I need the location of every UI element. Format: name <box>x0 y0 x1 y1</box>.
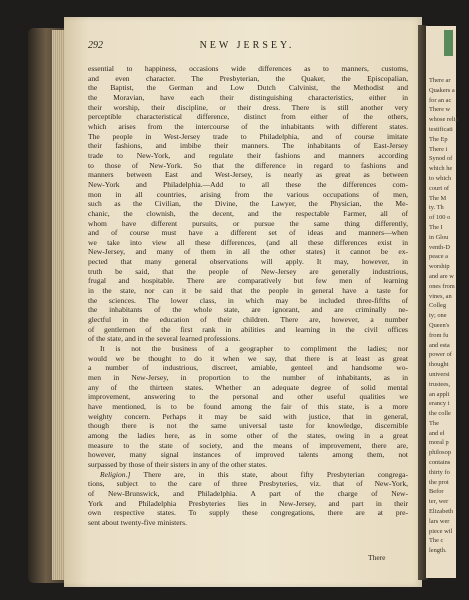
text-line: whom have different pursuits, or pursue the same thing differently, <box>88 218 408 228</box>
text-line: sent about twenty-five ministers. <box>88 517 187 527</box>
text-line: The people in West-Jersey trade to Philadelphia, and of course imitate <box>88 131 408 141</box>
text-line: to those of New-York. So that the difference in regard to fashions and <box>88 160 408 170</box>
facing-page-edge <box>426 26 459 578</box>
facing-page-fragment: the prot <box>429 478 449 486</box>
facing-page-fragment: ter, wer <box>429 498 449 506</box>
facing-page-fragment: and esta <box>429 341 450 349</box>
text-line: surpassed by those of their sisters in any of the other states. <box>88 459 267 469</box>
text-line <box>88 470 408 480</box>
facing-page-fragment: court of <box>429 184 450 192</box>
text-line: improvement, answering to the personal and other useful qualities we <box>88 392 408 402</box>
text-line: which arises from the intercourse of the inhabitants with different states. <box>88 121 408 131</box>
text-line: pected that many general observations will apply. It may, however, in <box>88 257 408 267</box>
text-line: we take into view all these differences, (and all these differences exist in <box>88 237 408 247</box>
text-line: York and Philadelphia Presbyteries lies in New-Jersey, and part in their <box>88 498 408 508</box>
facing-page-fragment: trustees, <box>429 380 451 388</box>
facing-page-fragment: worship <box>429 263 450 271</box>
text-line: New-Jersey, and many of them in all the other states) it cannot be ex- <box>88 247 408 257</box>
text-line: any of the thirteen states. Whether an adequate degree of solid mental <box>88 382 408 392</box>
page-number: 292 <box>88 40 103 51</box>
text-line: of gentlemen of the first rank in abilities and learning in the civil offices <box>88 324 408 334</box>
text-line: of the state, and in the several learned professions. <box>88 334 241 344</box>
running-head: NEW JERSEY. <box>199 40 295 51</box>
facing-page-fragment: There ar <box>429 77 451 84</box>
facing-page-fragment: The <box>429 419 439 427</box>
text-line: trade to New-York, and regulate their fashions and manners according <box>88 150 408 160</box>
facing-page-fragment: and el <box>429 429 445 437</box>
text-line: a number of industrious, discreet, amiable, genteel and handsome wo- <box>88 363 408 373</box>
text-line: New-York and Philadelphia.—Add to all these the differences com- <box>88 179 408 189</box>
text-line: the Moravian, have each their distinguishing characteristics, either in <box>88 92 408 102</box>
facing-page-fragment: moral p <box>429 439 449 447</box>
facing-page-fragment: from fu <box>429 331 449 339</box>
text-line: frugal and hospitable. There are comparatively but few men of learning <box>88 276 408 286</box>
facing-page-fragment: Quakers a <box>429 86 455 94</box>
facing-page-fragment: Colleg <box>429 302 447 310</box>
section-subheading: Religion.] <box>100 469 131 479</box>
text-line: their worship, their discipline, or their dress. There is still another very <box>88 102 408 112</box>
facing-page-fragment: which he <box>429 165 453 173</box>
text-line: truth be said, that the people of New-Jersey are generally industrious, <box>88 266 408 276</box>
page-header <box>88 40 406 54</box>
text-line: men in New-Jersey, in proportion to the number of inhabitants, as in <box>88 373 408 382</box>
facing-page-fragment: peace a <box>429 253 448 261</box>
text-line: and even character. The Presbyterian, the Quaker, the Episcopalian, <box>88 73 408 83</box>
facing-page-fragment: to which <box>429 174 452 182</box>
catchword: There <box>368 553 386 562</box>
facing-page-fragment: There w <box>429 106 451 114</box>
facing-page-fragment: power of <box>429 351 452 359</box>
facing-page-fragment: for an ac <box>429 96 452 104</box>
facing-page-fragment: The M <box>429 194 447 202</box>
facing-page-fragment: piece wil <box>429 527 453 535</box>
text-line: of New-Brunswick, and Philadelphia. A part of the charge of New- <box>88 488 408 498</box>
text-line: mon in all countries, arising from the various occupations of men, <box>88 189 408 199</box>
text-line: in the state, nor can it be said that the people in general have a taste for <box>88 286 408 296</box>
text-line: essential to happiness, occasions wide differences as to manners, customs, <box>88 64 408 73</box>
facing-page-fragment: an appli <box>429 390 450 398</box>
text-line: tions, subject to the care of three Presbyteries, viz. that of New-York, <box>88 479 408 489</box>
text-line: own respective states. To supply these congregations, there are at pre- <box>88 508 408 518</box>
facing-page-fragment: thirty fo <box>429 468 450 476</box>
text-line: the Baptist, the German and Low Dutch Calvinist, the Methodist and <box>88 83 408 93</box>
text-line: would we be thought to do it when we say, that there is at least as great <box>88 353 408 363</box>
text-line: perceptible characteristical difference, distinct from either of the others, <box>88 112 408 122</box>
facing-page-fragment: in Glou <box>429 233 449 241</box>
facing-page-fragment: the colle <box>429 410 451 418</box>
facing-page-fragment: The Ep <box>429 135 448 143</box>
facing-page-fragment: ty. Th <box>429 204 444 212</box>
text-line: manners between East and West-Jersey, is nearly as great as between <box>88 170 408 180</box>
facing-page-fragment: lars wer <box>429 517 450 525</box>
text-line-content: There are, in this state, about fifty Presbyterian congrega- <box>143 469 408 479</box>
text-line: however, many signal instances of improved talents among them, not <box>88 450 408 460</box>
facing-page-fragment: testificati <box>429 125 453 133</box>
text-line: such as the Civilian, the Divine, the Lawyer, the Physician, the Me- <box>88 199 408 209</box>
text-line: and of course must have a different set of ideas and manners—when <box>88 228 408 238</box>
text-line: measure to the state of society, and the means of improvement, there are, <box>88 440 408 450</box>
text-line: chanic, the clownish, the decent, and the respectable Farmer, all of <box>88 208 408 218</box>
facing-page-fragment: The c <box>429 537 444 545</box>
bookmark-tab <box>444 30 453 56</box>
text-line: though there is not the same universal taste for knowledge, discernible <box>88 421 408 431</box>
text-line: among the ladies here, as in some other of the states, owing in a great <box>88 430 408 440</box>
text-line: weighty concern. Perhaps it may be said with justice, that in general, <box>88 411 408 421</box>
facing-page-fragment: and are w <box>429 272 454 280</box>
facing-page-fragment: philosop <box>429 449 452 457</box>
text-line: have mentioned, is to be found among the fair of this state, is a more <box>88 401 408 411</box>
facing-page-text <box>429 76 469 556</box>
facing-page-fragment: contains <box>429 459 451 467</box>
facing-page-fragment: Queen's <box>429 321 450 329</box>
facing-page-fragment: ones from <box>429 282 455 290</box>
facing-page-fragment: ty; one <box>429 312 447 320</box>
body-text <box>88 64 408 528</box>
facing-page-fragment: whose relig <box>429 116 459 124</box>
facing-page-fragment: There i <box>429 145 448 153</box>
text-line: the inhabitants of the whole state, are ignorant, and are criminally ne- <box>88 305 408 315</box>
facing-page-fragment: venth-D <box>429 243 450 251</box>
facing-page-fragment: vines, an <box>429 292 452 300</box>
facing-page-fragment: Befor <box>429 488 444 496</box>
facing-page-fragment: universi <box>429 370 450 378</box>
facing-page-fragment: Elizabeth <box>429 508 454 516</box>
facing-page-fragment: The I <box>429 223 443 231</box>
facing-page-fragment: thought <box>429 361 449 369</box>
facing-page-fragment: length. <box>429 547 447 555</box>
text-line: the sciences. The lower class, in which may be included three-fifths of <box>88 295 408 305</box>
facing-page-fragment: Synod of <box>429 155 453 163</box>
text-line: It is not the business of a geographer to compliment the ladies; nor <box>100 344 408 354</box>
facing-page-fragment: of 100 o <box>429 214 451 222</box>
facing-page-fragment: erancy i <box>429 400 450 408</box>
text-line: their fashions, and imbibe their manners. The inhabitants of East-Jersey <box>88 141 408 151</box>
text-line: glectful in the education of their children. There are, however, a number <box>88 315 408 325</box>
